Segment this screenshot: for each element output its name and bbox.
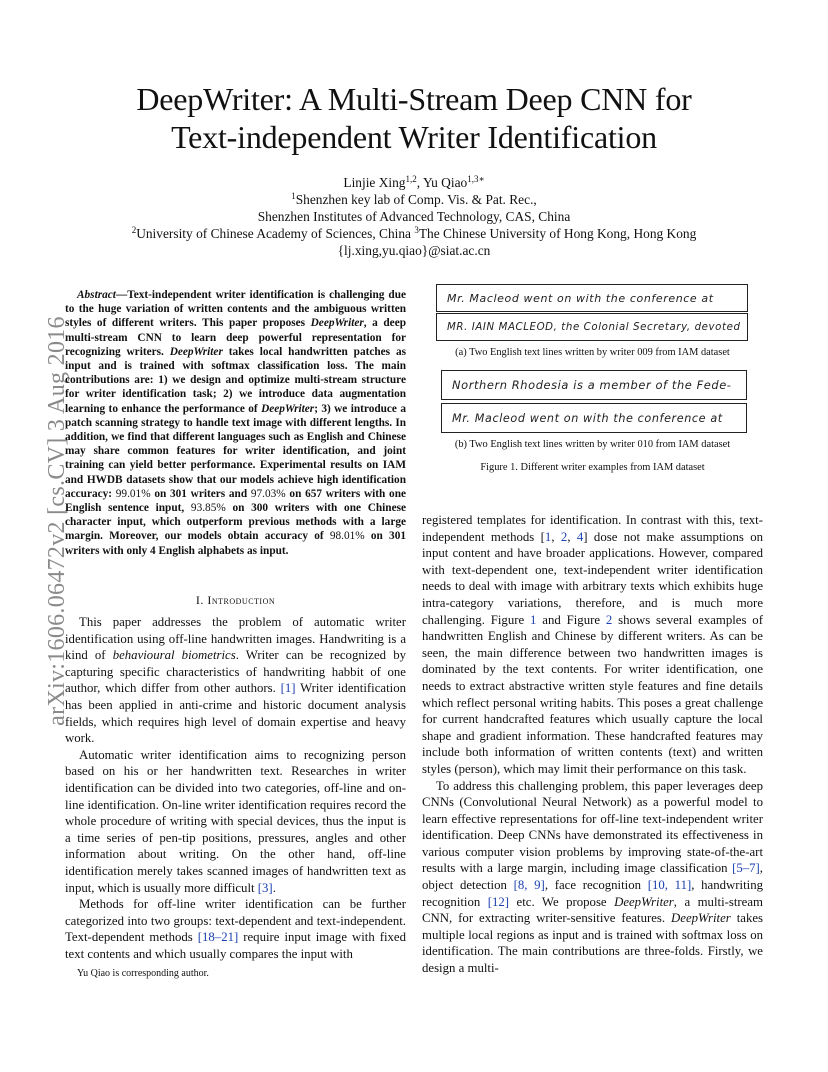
intro-p2-text-a: Automatic writer identification aims to recognizing person based on his or her handwritten text. Researches in writer identification can be divided into two categories, off-line and on-line identification. On-line writer identification requires record the whole procedure of writing with special devices, thus the input is a time series of pen-tip positions, pressures, angles and other information about writing. On the other hand, off-line identification merely takes scanned images of handwritten text as input, which is usually more difficult (65, 747, 406, 895)
affiliation-1 (60, 191, 768, 208)
author-email: {lj.xing,yu.qiao}@siat.ac.cn (337, 243, 491, 258)
handwriting-line-box (436, 313, 748, 341)
intro-paragraph-2 (65, 747, 406, 896)
citation-link[interactable]: [5–7] (732, 861, 760, 876)
right-paragraph-2 (422, 778, 763, 977)
title-line-2: Text-independent Writer Identification (171, 119, 657, 155)
handwriting-line-box (441, 403, 747, 433)
citation-link[interactable]: 2 (560, 529, 568, 544)
figure-handwriting-sample-2 (436, 313, 748, 341)
handwriting-text: Mr. Macleod went on with the conference at (447, 291, 714, 305)
intro-p1-text-a: This paper addresses the problem of automatic writer identification using off-line handwritten images. Handwriting is a kind of (65, 615, 406, 663)
abstract-s8: on 301 writers with only 4 English alphabets as input. (65, 530, 407, 557)
right-p2-text-c: , face recognition (544, 878, 648, 893)
citation-link[interactable]: [1] (280, 681, 296, 696)
right-p2-text-e: etc. We propose (509, 894, 615, 909)
abstract-method-name-2: DeepWriter (169, 345, 223, 358)
abstract-s4: ; 3) we introduce a patch scanning strategy to handle text image with different lengths. In addition, we find that different languages such as English and Chinese may share common features for writer identification, and joint training can yield better performance. Experimental results on IAM and HWDB datasets show that our models achieve high identification accuracy: (65, 402, 406, 500)
method-name: DeepWriter (614, 894, 674, 909)
introduction-body-right (422, 512, 763, 977)
intro-p1-emphasis: behavioural biometrics (112, 648, 236, 663)
subfigure-caption-b: (b) Two English text lines written by writer 010 from IAM dataset (454, 439, 731, 450)
abstract-s7: on 300 writers with one Chinese character input, which outperform previous methods with a large margin. Moreover, our models obtain accuracy of (65, 502, 406, 543)
figure-handwriting-sample-3 (441, 370, 747, 400)
citation-link[interactable]: 4 (576, 529, 584, 544)
section-number: I. (195, 593, 208, 607)
right-p2-text-f: , a multi-stream CNN, for extracting writer-sensitive features. (422, 894, 763, 926)
affiliation-3-mark: 3 (414, 225, 419, 235)
affiliation-1-text: Shenzhen key lab of Comp. Vis. & Pat. Rec., (295, 192, 537, 207)
author-2-affiliation-mark: 1,3∗ (467, 174, 485, 184)
abstract-value-1: 99.01% (115, 487, 151, 500)
figure-caption: Figure 1. Different writer examples from IAM dataset (480, 462, 705, 473)
citation-link[interactable]: [3] (257, 880, 273, 895)
citation-link[interactable]: [10, 11] (647, 878, 692, 893)
abstract-s5: on 301 writers and (150, 487, 251, 500)
intro-p1-text-b: . Writer can be recognized by capturing specific characteristics of handwriting habbit of one author, which differ from other authors. (65, 648, 406, 696)
abstract-method-name-3: DeepWriter (261, 402, 315, 415)
intro-paragraph-1 (65, 614, 406, 747)
affiliation-2-3 (60, 225, 768, 242)
citation-bracket-open: [ (540, 529, 545, 544)
citation-link[interactable]: [12] (487, 894, 510, 909)
right-p1-text-c: and Figure (536, 612, 606, 627)
handwriting-text: Mr. Macleod went on with the conference at (452, 411, 723, 425)
author-block (60, 174, 768, 259)
abstract-method-name-1: DeepWriter (310, 317, 364, 330)
handwriting-line-box (441, 370, 747, 400)
citation-link[interactable]: 1 (544, 529, 552, 544)
abstract-value-2: 97.03% (250, 487, 286, 500)
figure-reference-link[interactable]: 2 (605, 612, 613, 627)
right-p2-text-g: takes multiple local regions as input and is trained with softmax loss on identification. The main contributions are three-folds. Firstly, we design a multi- (422, 911, 763, 976)
right-p2-text-a: To address this challenging problem, this paper leverages deep CNNs (Convolutional Neural Network) as a powerful model to learn effective representations for off-line text-independent writer identification. Deep CNNs have demonstrated its effectiveness in various computer vision problems by improving state-of-the-art results with a large margin, including image classification (422, 778, 763, 876)
affiliation-3-text: The Chinese University of Hong Kong, Hong Kong (418, 226, 697, 241)
intro-p3-text-b: require input image with fixed text contents and which usually compares the input with (65, 930, 406, 961)
author-names (60, 174, 768, 191)
author-separator: , (416, 175, 423, 190)
section-heading-introduction (65, 593, 406, 608)
abstract-s1: Text-independent writer identification is challenging due to the huge variation of written contents and the ambiguous written styles of different writers. This paper proposes (65, 289, 406, 330)
handwriting-text: Northern Rhodesia is a member of the Fede- (452, 378, 732, 392)
citation-bracket-close: ] (583, 529, 588, 544)
arxiv-stamp (6, 286, 70, 756)
affiliation-2-mark: 2 (131, 225, 137, 235)
intro-paragraph-3 (65, 896, 406, 962)
subfigure-caption-a: (a) Two English text lines written by writer 009 from IAM dataset (455, 347, 730, 358)
abstract-value-3: 93.85% (190, 502, 226, 515)
figure-reference-link[interactable]: 1 (530, 612, 537, 627)
intro-p1-text-c: Writer identification has been applied in anti-crime and historic document analysis fields, which requires high level of domain expertise and heavy work. (65, 681, 407, 746)
abstract-dash: — (115, 289, 128, 301)
method-name: DeepWriter (671, 911, 731, 926)
citation-link[interactable]: [8, 9] (513, 878, 545, 893)
affiliation-1-mark: 1 (291, 191, 296, 201)
introduction-body-left (65, 614, 406, 962)
abstract-label: Abstract (77, 289, 116, 301)
right-p1-text-d: shows several examples of handwritten English and Chinese by different writers. As can be seen, the main difference between two handwritten images is dominated by the text contents. For writer identification, one needs to extract abstractive written style features and fine details which reflect personal writing habits. This poses a great challenge for current handcrafted features which usually capture the local shape and gradient information. These handcrafted features may include both information of written contents (text) and written styles (person), which may limit their performance on this task. (422, 612, 763, 776)
figure-handwriting-sample-1 (436, 284, 748, 312)
figure-handwriting-sample-4 (441, 403, 747, 433)
footnote: Yu Qiao is corresponding author. (77, 968, 209, 979)
citation-separator: , (567, 529, 577, 544)
title-line-1: DeepWriter: A Multi-Stream Deep CNN for (136, 81, 692, 117)
right-p2-text-b: , object detection (422, 861, 763, 893)
affiliation-1-continued: Shenzhen Institutes of Advanced Technology, CAS, China (257, 209, 571, 224)
abstract-s2: , a deep multi-stream CNN to learn deep powerful representation for recognizing writers. (65, 317, 406, 358)
right-p1-text-b: dose not make assumptions on input content and have broader applications. However, compared with text-dependent one, text-independent writer identification needs to deal with image with arbitrary texts which exhibits huge intra-category variations, therefore, and is much more challenging. Figure (422, 529, 764, 627)
abstract-value-4: 98.01% (329, 530, 365, 543)
section-title: Introduction (207, 593, 276, 607)
right-p1-text-a: registered templates for identification. In contrast with this, text-independent methods (422, 513, 763, 544)
handwriting-line-box (436, 284, 748, 312)
author-1-affiliation-mark: 1,2 (405, 174, 417, 184)
author-name-1: Linjie Xing (343, 175, 406, 190)
intro-p2-text-b: . (272, 880, 276, 895)
author-name-2: Yu Qiao (422, 175, 468, 190)
right-paragraph-1 (422, 512, 763, 778)
right-p2-text-d: , handwriting recognition (422, 878, 763, 909)
citation-link[interactable]: [18–21] (197, 930, 239, 945)
handwriting-text: MR. IAIN MACLEOD, the Colonial Secretary, devoted (447, 321, 741, 333)
affiliation-2-text: University of Chinese Academy of Sciences, China (136, 226, 415, 241)
abstract-s3: takes local handwritten patches as input and is trained with softmax classification loss. The main contributions are: 1) we design and optimize multi-stream structure for writer identification task; 2) we introduce data augmentation learning to enhance the performance of (65, 345, 406, 415)
abstract (65, 288, 406, 558)
paper-title (80, 80, 748, 156)
intro-p3-text-a: Methods for off-line writer identification can be further categorized into two groups: text-dependent and text-independent. Text-dependent methods (65, 897, 406, 945)
abstract-s6: on 657 writers with one English sentence input, (65, 487, 406, 515)
arxiv-id: arXiv:1606.06472v2 [cs.CV] 3 Aug 2016 (44, 316, 70, 726)
citation-separator: , (551, 529, 561, 544)
